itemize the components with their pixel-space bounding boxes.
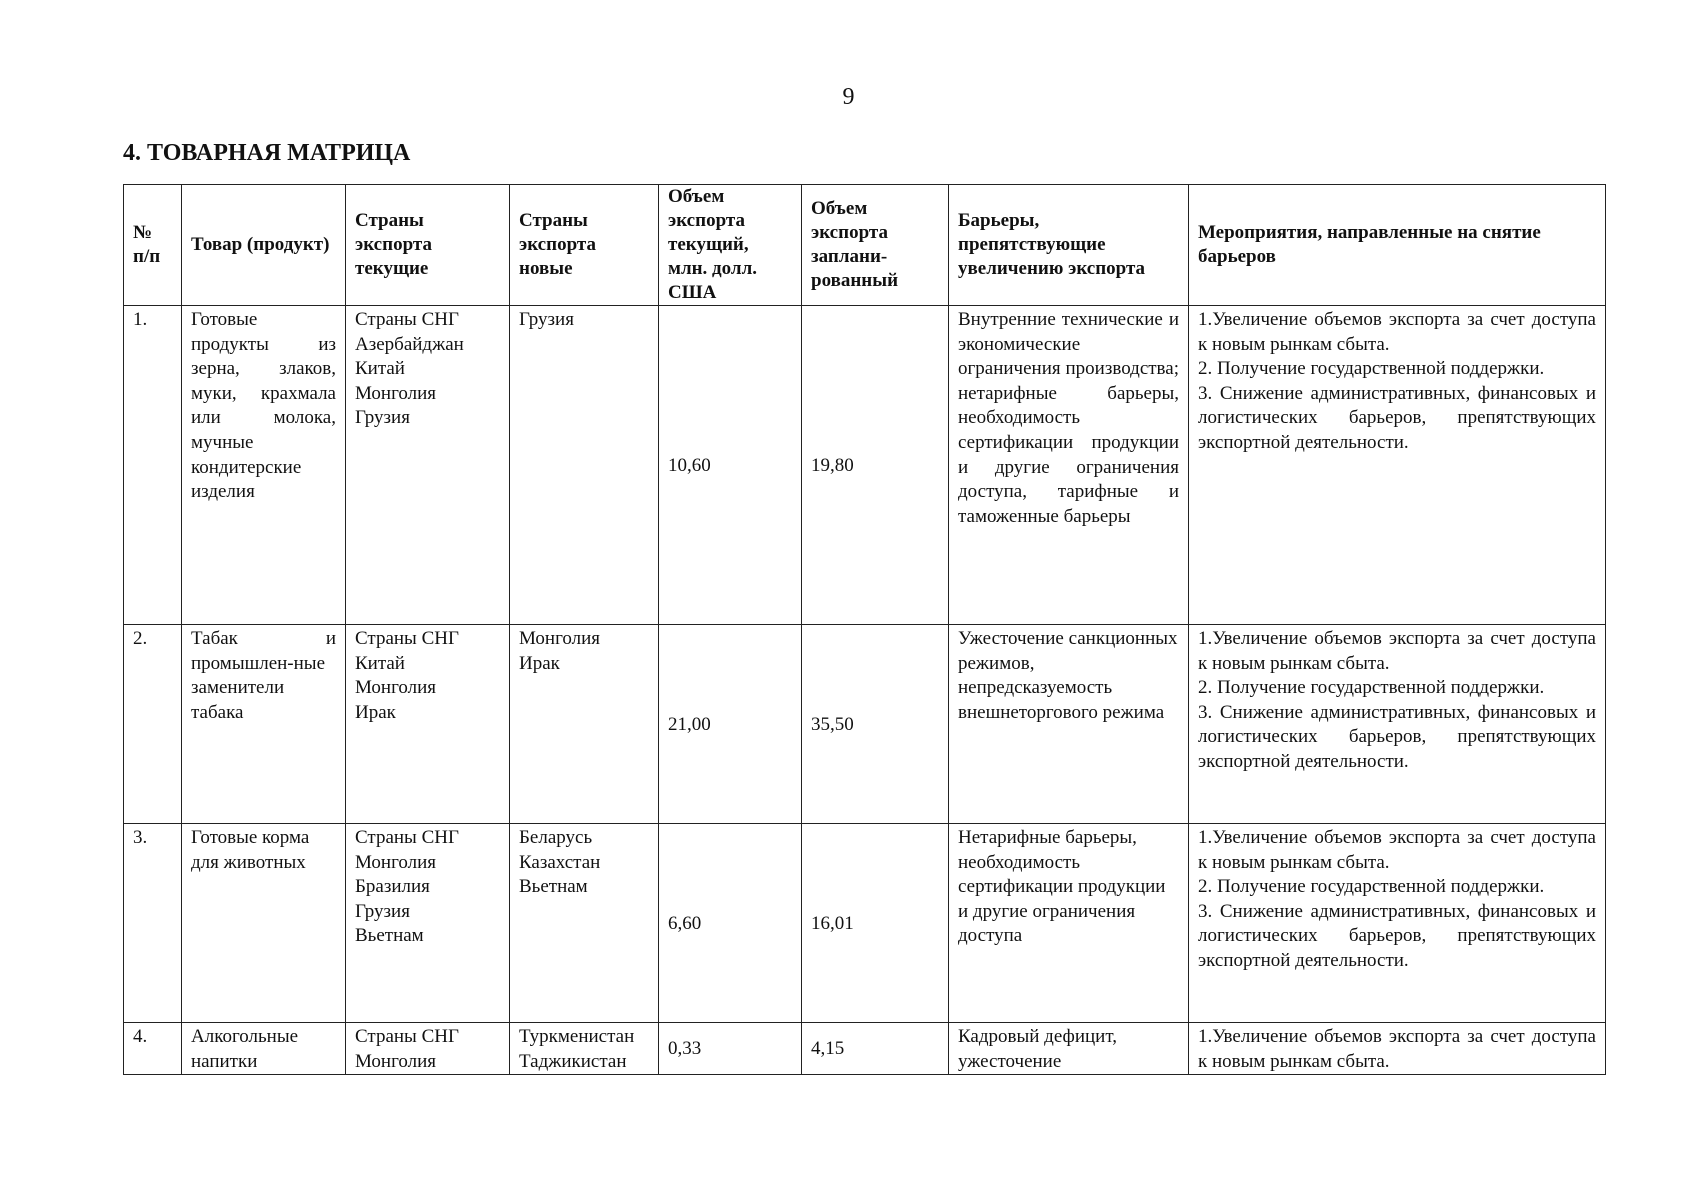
measure-item: 2. Получение государственной поддержки. xyxy=(1198,358,1545,380)
country: Вьетнам xyxy=(519,876,588,898)
measure-item: 3. Снижение административных, финансовых и логистических барьеров, препятствующих экспортной деятельности. xyxy=(1198,900,1596,971)
barriers-text: Кадровый дефицит, ужесточение xyxy=(949,1023,1189,1075)
measures-list xyxy=(1189,824,1606,1023)
current-volume: 6,60 xyxy=(659,824,802,1023)
row-number: 2. xyxy=(124,625,182,824)
new-countries xyxy=(510,306,659,625)
barriers-text: Ужесточение санкционных режимов, непредсказуемость внешнеторгового режима xyxy=(949,625,1189,824)
header-new-countries: Страны экспорта новые xyxy=(510,185,659,306)
country: Монголия xyxy=(355,851,437,873)
header-num: № п/п xyxy=(124,185,182,306)
barriers-text: Нетарифные барьеры, необходимость сертификации продукции и другие ограничения доступа xyxy=(949,824,1189,1023)
product-name: Алкогольные напитки xyxy=(182,1023,346,1075)
row-number: 4. xyxy=(124,1023,182,1075)
country: Монголия xyxy=(355,677,437,699)
measure-item: 2. Получение государственной поддержки. xyxy=(1198,876,1545,898)
product-name: Табак и промышлен-ные заменители табака xyxy=(182,625,346,824)
country: Монголия xyxy=(355,382,437,404)
country: Страны СНГ xyxy=(355,1026,459,1047)
barriers-text: Внутренние технические и экономические ограничения производства; нетарифные барьеры, необходимость сертификации продукции и другие ограничения доступа, тарифные и таможенные барьеры xyxy=(949,306,1189,625)
product-name: Готовые продукты из зерна, злаков, муки, крахмала или молока, мучные кондитерские изделия xyxy=(182,306,346,625)
country: Грузия xyxy=(355,407,410,429)
header-product: Товар (продукт) xyxy=(182,185,346,306)
country: Туркменистан xyxy=(519,1026,635,1047)
country: Вьетнам xyxy=(355,925,424,947)
new-countries xyxy=(510,1023,659,1075)
measures-list xyxy=(1189,625,1606,824)
table-row xyxy=(124,625,1606,824)
country: Таджикистан xyxy=(519,1050,627,1072)
header-measures: Мероприятия, направленные на снятие барьеров xyxy=(1189,185,1606,306)
country: Грузия xyxy=(355,900,410,922)
current-volume: 10,60 xyxy=(659,306,802,625)
current-volume: 21,00 xyxy=(659,625,802,824)
current-countries xyxy=(346,824,510,1023)
header-current-volume: Объем экспорта текущий, млн. долл. США xyxy=(659,185,802,306)
measure-item: 1.Увеличение объемов экспорта за счет доступа к новым рынкам сбыта. xyxy=(1198,309,1596,355)
table-header-row xyxy=(124,185,1606,306)
measure-item: 2. Получение государственной поддержки. xyxy=(1198,677,1545,699)
measures-list xyxy=(1189,306,1606,625)
product-matrix-table xyxy=(123,184,1606,1075)
header-barriers: Барьеры, препятствующие увеличению экспорта xyxy=(949,185,1189,306)
header-planned-volume: Объем экспорта заплани-рованный xyxy=(802,185,949,306)
row-number: 3. xyxy=(124,824,182,1023)
table-row xyxy=(124,824,1606,1023)
current-countries xyxy=(346,306,510,625)
measure-item: 1.Увеличение объемов экспорта за счет доступа к новым рынкам сбыта. xyxy=(1198,827,1596,873)
country: Монголия xyxy=(355,1050,437,1072)
current-volume: 0,33 xyxy=(659,1023,802,1075)
country: Казахстан xyxy=(519,851,601,873)
page-number: 9 xyxy=(842,84,855,110)
planned-volume: 19,80 xyxy=(802,306,949,625)
country: Китай xyxy=(355,358,405,380)
country: Ирак xyxy=(519,652,560,674)
planned-volume: 16,01 xyxy=(802,824,949,1023)
country: Страны СНГ xyxy=(355,309,459,330)
country: Грузия xyxy=(519,309,574,330)
country: Китай xyxy=(355,652,405,674)
measure-item: 3. Снижение административных, финансовых и логистических барьеров, препятствующих экспортной деятельности. xyxy=(1198,382,1596,453)
country: Ирак xyxy=(355,701,396,723)
country: Бразилия xyxy=(355,876,430,898)
row-number: 1. xyxy=(124,306,182,625)
planned-volume: 4,15 xyxy=(802,1023,949,1075)
table-row xyxy=(124,1023,1606,1075)
measure-item: 1.Увеличение объемов экспорта за счет доступа к новым рынкам сбыта. xyxy=(1198,1026,1596,1072)
section-title: 4. ТОВАРНАЯ МАТРИЦА xyxy=(123,140,411,166)
country: Азербайджан xyxy=(355,333,464,355)
measure-item: 3. Снижение административных, финансовых и логистических барьеров, препятствующих экспортной деятельности. xyxy=(1198,701,1596,772)
country: Страны СНГ xyxy=(355,628,459,649)
measure-item: 1.Увеличение объемов экспорта за счет доступа к новым рынкам сбыта. xyxy=(1198,628,1596,674)
current-countries xyxy=(346,625,510,824)
header-current-countries: Страны экспорта текущие xyxy=(346,185,510,306)
country: Монголия xyxy=(519,628,601,649)
measures-list xyxy=(1189,1023,1606,1075)
country: Беларусь xyxy=(519,827,593,848)
current-countries xyxy=(346,1023,510,1075)
new-countries xyxy=(510,625,659,824)
table-row xyxy=(124,306,1606,625)
country: Страны СНГ xyxy=(355,827,459,848)
new-countries xyxy=(510,824,659,1023)
product-name: Готовые корма для животных xyxy=(182,824,346,1023)
planned-volume: 35,50 xyxy=(802,625,949,824)
